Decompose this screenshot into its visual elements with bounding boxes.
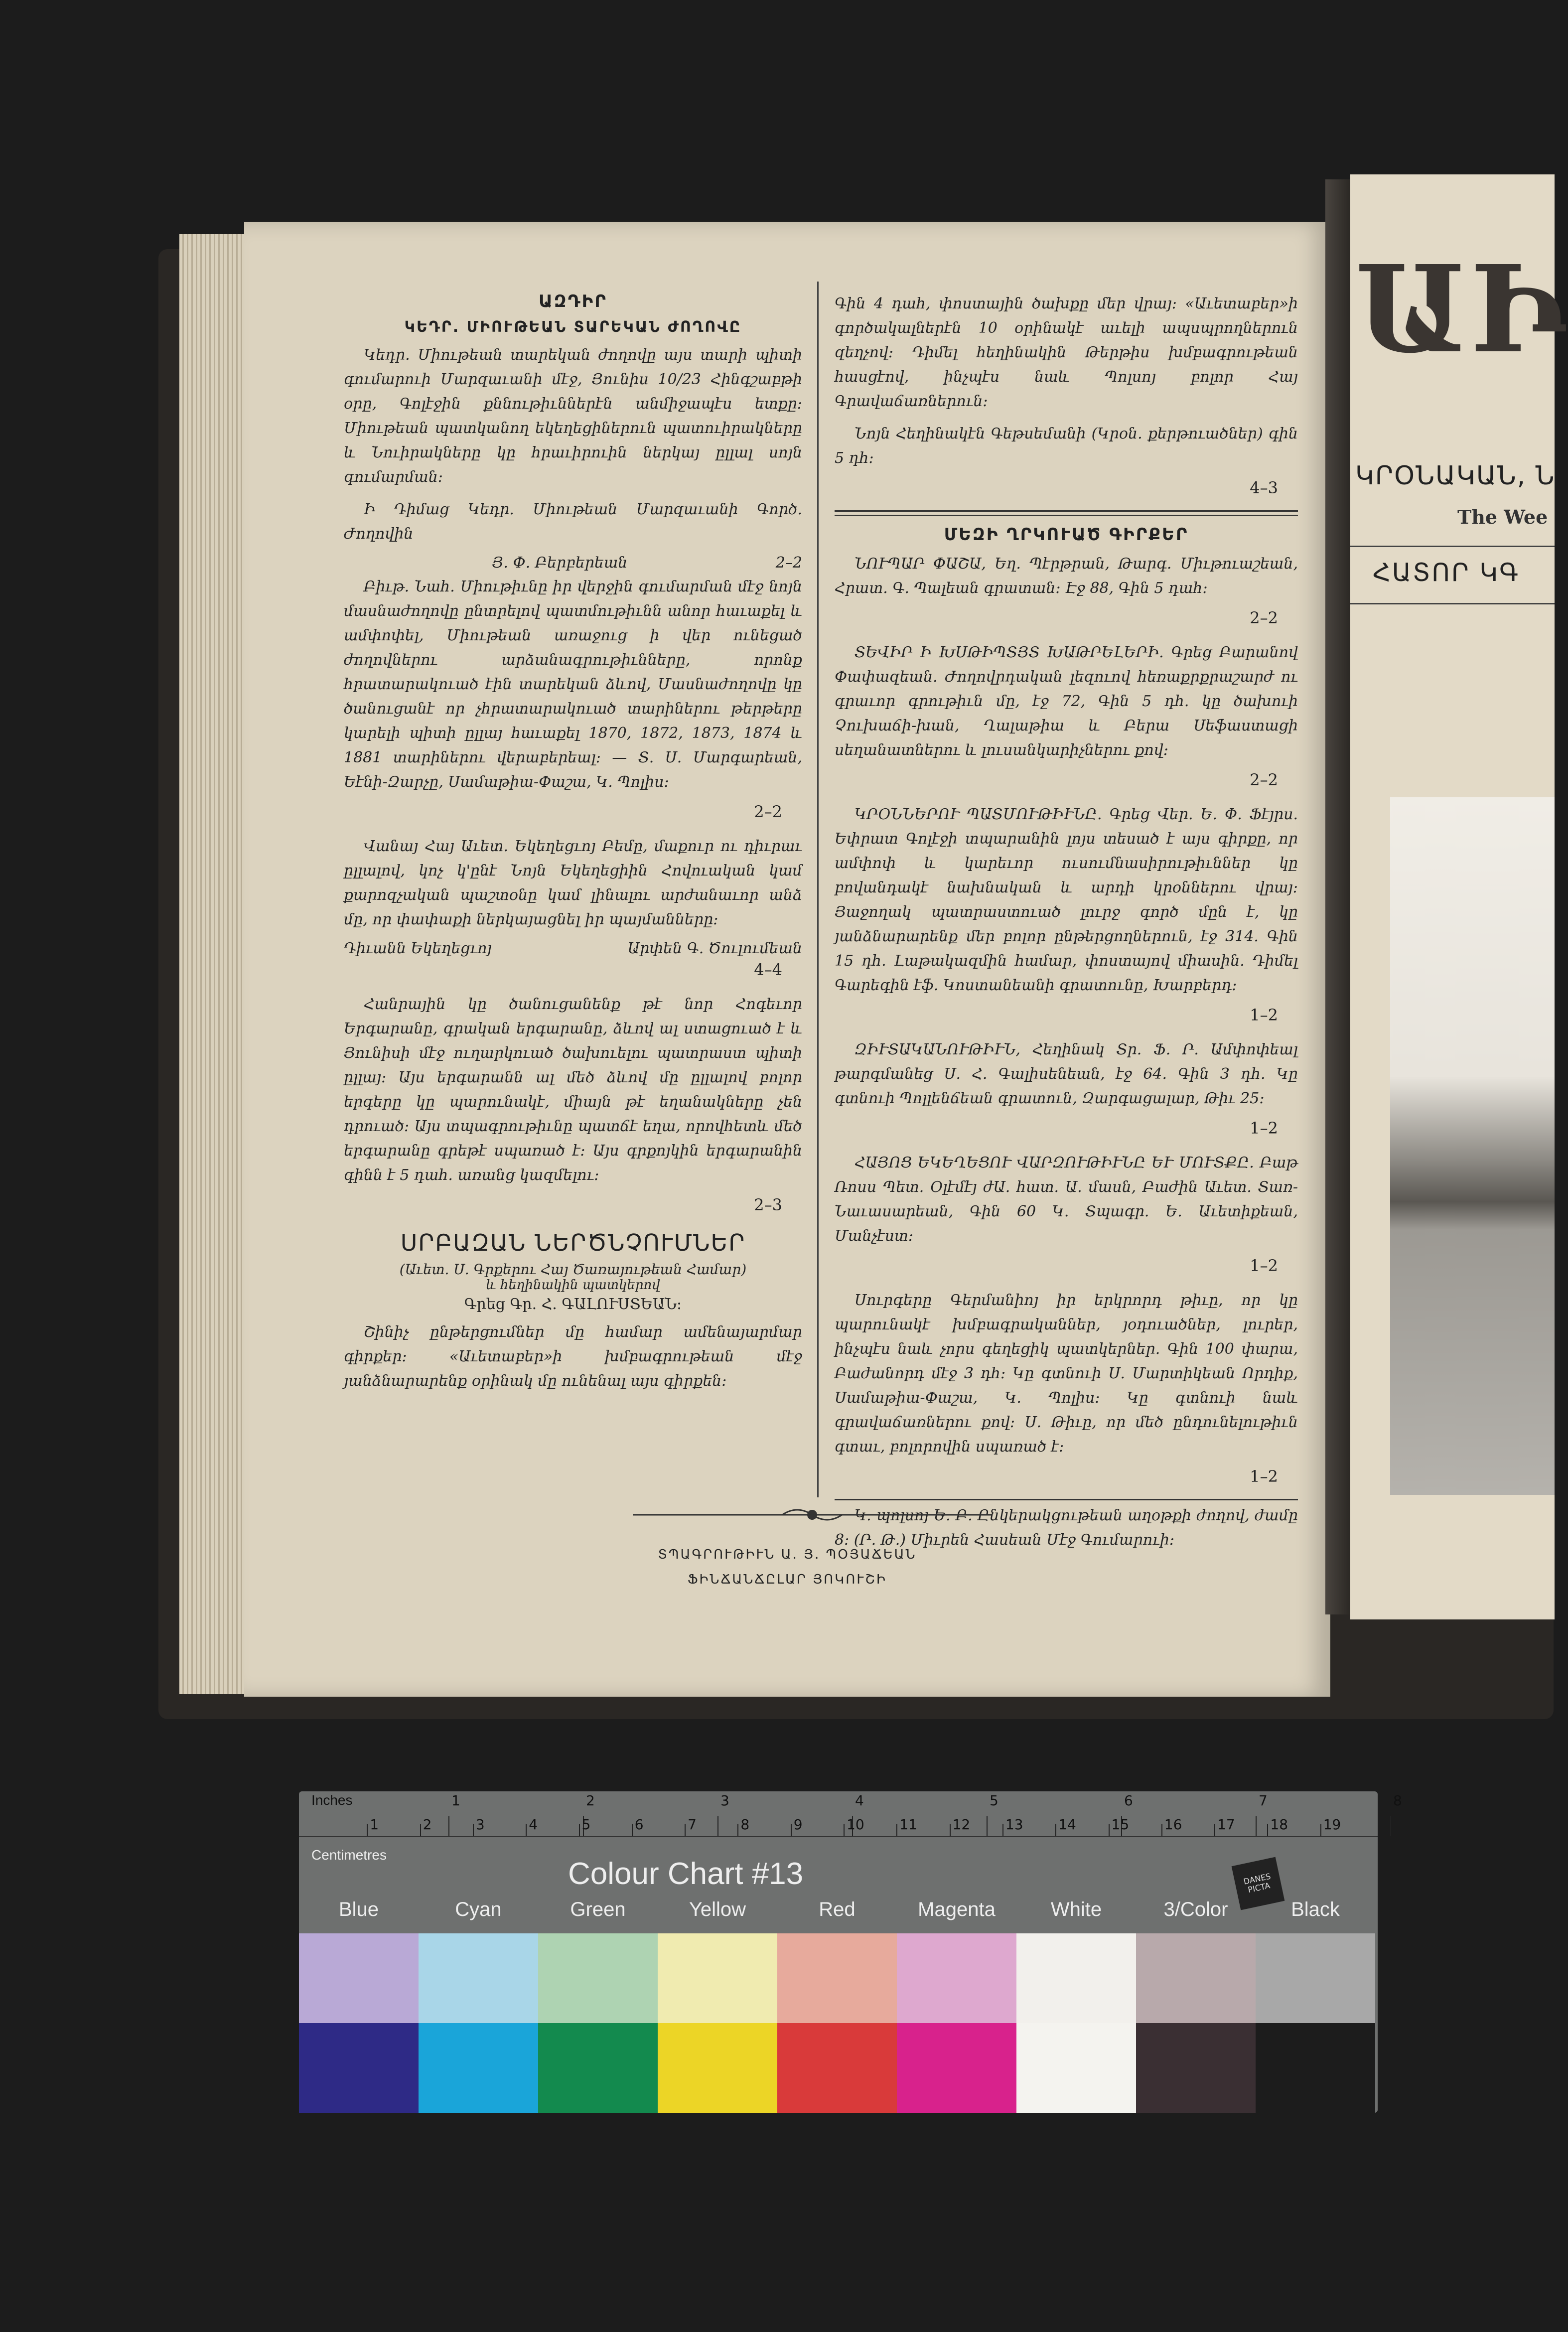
inch-label: 1 (451, 1792, 460, 1809)
color-patch (777, 1933, 897, 2023)
notice-paragraph: Վանայ Հայ Աւետ. Եկեղեցւոյ Բեմը, մաքուր ու դիւրաւ ըլլալով, կոչ կ'ընէ Նոյն Եկեղեցիին Հովուական կամ քարոզչական պաշտօնը կամ լինալու արժանաւոր անձ մը, որ փափաքի ներկայացնել իր պայմանները։ (344, 838, 802, 928)
color-patch (1016, 1933, 1136, 2023)
cm-label: 19 (1323, 1816, 1341, 1833)
color-patch (299, 2023, 419, 2113)
patch-label: White (1050, 1898, 1102, 1920)
notice-paragraph: Կեդր. Միութեան տարեկան ժողովը այս տարի պիտի գումարուի Մարզաւանի մէջ, Յունիս 10/23 Հինգշաբթի օրը, Գոլէջին քննութիւններէն անմիջապէս ետքը։ Միութեան պատկանող եկեղեցիներուն պատուիրակները և Նուիրակները կը հրաւիրուին ներկայ ըլլալ սոյն գումարման։ (344, 346, 802, 486)
patch-label: Red (819, 1898, 855, 1920)
cm-label: 8 (740, 1816, 750, 1833)
ruler-tick (987, 1816, 988, 1836)
ruler-tick (791, 1824, 792, 1836)
inch-label: 7 (1259, 1792, 1268, 1809)
masthead-subtitle: ԿՐՕՆԱԿԱՆ, Ն (1355, 461, 1556, 491)
left-page (244, 222, 1330, 1697)
notice-paragraph: Հանրային կը ծանուցանենք թէ նոր Հոգեւոր Երգարանը, գրական երգարանը, ձևով ալ ստացուած է և Յունիսի մէջ ուղարկուած ծախուելու պատրաստ պիտի ըլլայ։ Այս երգարանն ալ մեծ ձևով մը ըլլալով բոլոր երգերը կը պարունակէ, միայն թէ եղանակները չեն դրուած։ Այս տպագրութիւնը պատճէ եղա, որովհետև մեծ երգարանը գրեթէ սպառած է։ Այս գրքոյկին երգարանին գինն է 5 դահ. առանց կազմելու։ (344, 996, 802, 1184)
brand-logo: DANES PICTA (1232, 1857, 1285, 1910)
color-patch (299, 1933, 419, 2023)
insertion-count: 2–3 (754, 1195, 782, 1214)
signature-line (344, 940, 802, 957)
ruler-tick (1267, 1824, 1268, 1836)
rule (835, 515, 1298, 516)
ruler-tick (420, 1824, 421, 1836)
cm-label: 13 (1005, 1816, 1023, 1833)
cm-label: 2 (423, 1816, 432, 1833)
ruler-tick (579, 1824, 580, 1836)
volume-label: ՀԱՏՈՐ ԿԳ (1373, 558, 1520, 587)
page-edges (179, 234, 249, 1694)
color-patch (777, 2023, 897, 2113)
masthead-english: The Wee (1457, 506, 1548, 528)
color-patch (658, 1933, 777, 2023)
ruler-tick (1390, 1816, 1391, 1836)
ruler-tick (1214, 1824, 1215, 1836)
notice-heading: ԱԶԴԻՐ (539, 292, 607, 311)
insertion-count: 4–4 (754, 960, 782, 979)
rule (1350, 603, 1555, 604)
color-patch (1136, 1933, 1256, 2023)
cm-label: 15 (1111, 1816, 1130, 1833)
cm-label: 14 (1058, 1816, 1076, 1833)
insertion-count: 4–3 (1250, 478, 1278, 497)
chart-title: Colour Chart #13 (568, 1857, 804, 1891)
contrib-author: Գրեց Գր. Հ. ԳԱԼՈՒՍՏԵԱՆ։ (464, 1296, 682, 1313)
cm-label: 3 (475, 1816, 485, 1833)
signature: Դիւանն Եկեղեցւոյ (344, 940, 492, 957)
patch-label: Yellow (689, 1898, 746, 1920)
inch-label: 3 (720, 1792, 729, 1809)
right-column (835, 292, 1298, 1560)
cm-label: 7 (688, 1816, 697, 1833)
notice-paragraph: Շինիչ ընթերցումներ մը համար ամենայարմար գիրքեր։ «Աւետաբեր»ի խմբագրութեան մէջ յանձնարարենք օրինակ մը ունենալ այս գիրքեն։ (344, 1323, 802, 1390)
notice-title: ԿԵԴՐ. ՄԻՈՒԹԵԱՆ ՏԱՐԵԿԱՆ ԺՈՂՈՎԸ (404, 318, 742, 336)
ruler-tick (526, 1824, 527, 1836)
insertion-count: 1–2 (1250, 1467, 1278, 1486)
signature: Արփեն Գ. Ծուլումեան (627, 940, 802, 957)
color-patch (538, 1933, 658, 2023)
ruler-unit-cm: Centimetres (311, 1847, 387, 1863)
notice-paragraph: Բիւթ. Նահ. Միութիւնը իր վերջին գումարման մէջ նոյն մասնաժողովը ընտրելով պատմութիւնն անոր հաւաքել և ամփոփել, Միութեան առաջուց ի վեր ունեցած ժողովներու արձանագրութիւնները, որոնք հրատարակուած էին տարեկան ձևով, Մասնաժողովը կը ծանուցանէ որ չհրատարակուած տարիներու թերթերը կարելի պիտի ըլլայ հաւաքել 1870, 1872, 1873, 1874 և 1881 տարիներու վերաբերեալ։ — Տ. Ս. Մարգարեան, Եէնի-Զարչը, Սամաթիա-Փաշա, Կ. Պոլիս։ (344, 578, 802, 791)
ruler-tick (896, 1824, 897, 1836)
inch-label: 6 (1124, 1792, 1133, 1809)
ruler-tick (1055, 1824, 1056, 1836)
ruler-tick (1320, 1824, 1321, 1836)
signature: Յ. Փ. Բերբերեան (492, 554, 628, 572)
harbor-photo (1390, 797, 1555, 1495)
ruler-tick (685, 1824, 686, 1836)
cm-label: 11 (899, 1816, 917, 1833)
book-entry: Սուրգերը Գերմանիոյ իր երկրորդ թիւը, որ կը պարունակէ խմբագրականներ, յօդուածներ, լուրեր, ինչպէս նաև չորս գեղեցիկ պատկերներ. Գին 100 փարա, Բաժանորդ մէջ 3 դհ։ Կը գտնուի Ս. Մարտիկեան Որդիք, Սամաթիա-Փաշա, Կ. Պոլիս։ Կը գտնուի նաև գրավաճառներու քով։ Ս. Թիւը, որ մեծ ընդունելութիւն գտաւ, բոլորովին սպառած է։ (835, 1292, 1298, 1456)
ruler-unit-inches: Inches (311, 1792, 353, 1808)
color-patch (658, 2023, 777, 2113)
rule (835, 510, 1298, 512)
printer-address: ՖԻՆՃԱՆՃԸԼԱՐ ՅՈԿՈՒՇԻ (688, 1572, 887, 1587)
insertion-count: 2–2 (754, 802, 782, 821)
book-entry: ՀԱՅՈՑ ԵԿԵՂԵՑՈՒ ՎԱՐԶՈՒԹԻՒՆԸ ԵՒ ՄՈՒՏՔԸ. Բաթ Ռոսս Պետ. Օլէմէյ ժԱ. հատ. Ա. մասն, Բաժին Աւետ. Տառ-Նաւասարեան, Գին 60 Կ. Տպագր. Ե. Աւետիքեան, Մանչէստ։ (835, 1154, 1298, 1245)
color-patch (538, 2023, 658, 2113)
ruler-tick (1256, 1816, 1257, 1836)
insertion-count: 1–2 (1250, 1006, 1278, 1024)
cm-label: 1 (370, 1816, 379, 1833)
ruler-tick (1109, 1824, 1110, 1836)
inch-label: 2 (586, 1792, 595, 1809)
cm-label: 18 (1270, 1816, 1288, 1833)
patch-label: Magenta (918, 1898, 996, 1920)
contrib-heading: ՍՐԲԱԶԱՆ ՆԵՐԾՆՉՈՒՄՆԵՐ (400, 1229, 746, 1256)
ruler-tick (473, 1824, 474, 1836)
book-entry: ՆՈՒՊԱՐ ՓԱՇԱ, Եղ. Պէրթրան, Թարգ. Միւթուաշեան, Հրատ. Գ. Պալեան գրատան։ Էջ 88, Գին 5 դահ։ (835, 555, 1298, 597)
notice-paragraph: Նոյն Հեղինակէն Գեթսեմանի (Կրօն. քերթուածներ) գին 5 դհ։ (835, 425, 1298, 467)
cm-label: 9 (793, 1816, 803, 1833)
ruler (299, 1791, 1402, 1837)
color-patch (1256, 1933, 1375, 2023)
notice-paragraph: Գին 4 դահ, փոստային ծախքը մեր վրայ։ «Աւետաբեր»ի գործակալներէն 10 օրինակէ աւելի ապսպրողներուն զեղչով։ Դիմել հեղինակին Թերթիս խմբագրութեան հասցէով, ինչպէս նաև Պոլսոյ բոլոր Հայ Գրավաճառներուն։ (835, 295, 1298, 410)
cm-label: 4 (529, 1816, 538, 1833)
rule (835, 1499, 1298, 1500)
inch-label: 4 (855, 1792, 864, 1809)
ruler-tick (448, 1816, 449, 1836)
inch-label: 5 (990, 1792, 998, 1809)
signature-line (344, 554, 802, 572)
ruler-tick (367, 1824, 368, 1836)
patch-label: Blue (338, 1898, 379, 1920)
masthead: ԱԻ (1355, 239, 1568, 380)
color-patch (419, 1933, 538, 2023)
patch-label: Black (1291, 1898, 1340, 1920)
insertion-count: 2–2 (1250, 770, 1278, 789)
contrib-subtitle: և հեղինակին պատկերով (486, 1278, 660, 1293)
insertion-count: 2–2 (775, 554, 802, 572)
color-patch (1136, 2023, 1256, 2113)
printer-line: ՏՊԱԳՐՈՒԹԻՒՆ Ա. Յ. ՊՕՅԱՃԵԱՆ (658, 1547, 917, 1562)
patch-label: 3/Color (1163, 1898, 1228, 1920)
notice-paragraph: Կ. պոլսոյ Ե. Բ. Ընկերակցութեան աղօթքի ժողով, ժամը 8: (Ր. Թ.) Միւրեն Հասեան Մէջ Գումարուի։ (835, 1507, 1298, 1549)
color-patch (897, 1933, 1016, 2023)
book-entry: ԶԻՒՏԱԿԱՆՈՒԹԻՒՆ, Հեղինակ Տր. Ֆ. Ր. Ամփոփեալ թարգմանեց Ս. Հ. Գալիսենեան, էջ 64. Գին 3 դհ. Կը գտնուի Պոլլենճեան գրատուն, Զարգացալար, Թիւ 25։ (835, 1041, 1298, 1107)
ruler-tick (1161, 1824, 1162, 1836)
insertion-count: 1–2 (1250, 1119, 1278, 1138)
ruler-tick (844, 1824, 845, 1836)
color-patch (419, 2023, 538, 2113)
books-heading: ՄԵԶԻ ՂՐԿՈՒԱԾ ԳԻՐՔԵՐ (944, 525, 1189, 545)
patch-label: Green (570, 1898, 626, 1920)
book-gutter (1325, 179, 1350, 1614)
cm-label: 6 (634, 1816, 644, 1833)
ruler-tick (632, 1824, 633, 1836)
cm-label: 10 (847, 1816, 864, 1833)
color-patch (1016, 2023, 1136, 2113)
ruler-tick (737, 1824, 738, 1836)
cm-label: 12 (952, 1816, 971, 1833)
rule (1350, 546, 1555, 547)
ruler-tick (717, 1816, 718, 1836)
right-page (1350, 174, 1568, 1619)
contrib-subtitle: (Աւետ. Ս. Գրքերու Հայ Ծառայութեան Համար) (399, 1261, 747, 1278)
ruler-tick (1002, 1824, 1003, 1836)
patch-labels (299, 1898, 1378, 1923)
insertion-count: 2–2 (1250, 608, 1278, 627)
patch-label: Cyan (455, 1898, 502, 1920)
ruler-tick (950, 1824, 951, 1836)
book-entry: ԿՐՕՆՆԵՐՈՒ ՊԱՏՄՈՒԹԻՒՆԸ. Գրեց Վեր. Ե. Փ. Ֆէյրս. Եփրատ Գոլէջի տպարանին լոյս տեսած է այս գիրքը, որ ամփոփ և կարեւոր ուսումնասիրութիւններ կը բովանդակէ նախնական և արդի կրօններու վրայ։ Յաջողակ պատրաստուած լուրջ գործ մըն է, կը յանձնարարենք մեր բոլոր ընթերցողներուն, էջ 314. Գին 15 դհ. Լաթակազմին համար, փոստայով միասին. Դիմել Գարեգին էֆ. Կոստանեանի գրատունը, Խարբերդ։ (835, 806, 1298, 994)
inch-label: 8 (1393, 1792, 1402, 1809)
color-patch (1256, 2023, 1375, 2113)
cm-label: 16 (1164, 1816, 1182, 1833)
color-patch (897, 2023, 1016, 2113)
column-divider (817, 282, 819, 1497)
left-column (344, 292, 802, 1401)
notice-paragraph: Ի Դիմաց Կեդր. Միութեան Մարզաւանի Գործ. Ժողովին (344, 501, 802, 543)
color-chart (299, 1791, 1402, 2113)
insertion-count: 1–2 (1250, 1256, 1278, 1275)
cm-label: 17 (1217, 1816, 1235, 1833)
ornament-divider (633, 1505, 992, 1525)
cm-label: 5 (581, 1816, 591, 1833)
book-entry: ՏԵՎԻՐ Ի ԽՍԹԻՊՏՅՏ ԽԱԹՐԵԼԵՐԻ. Գրեց Բարանով Փափազեան. Ժողովրդական լեզուով հեռաքրքրաշարժ ու գրաւոր գրութիւն մը, էջ 72, Գին 5 դհ. կը ծախուի Չուխաճի-խան, Ղալաթիա և Բերա Սեֆաստացի սեղանատներու և լուսանկարիչներու քով։ (835, 644, 1298, 759)
